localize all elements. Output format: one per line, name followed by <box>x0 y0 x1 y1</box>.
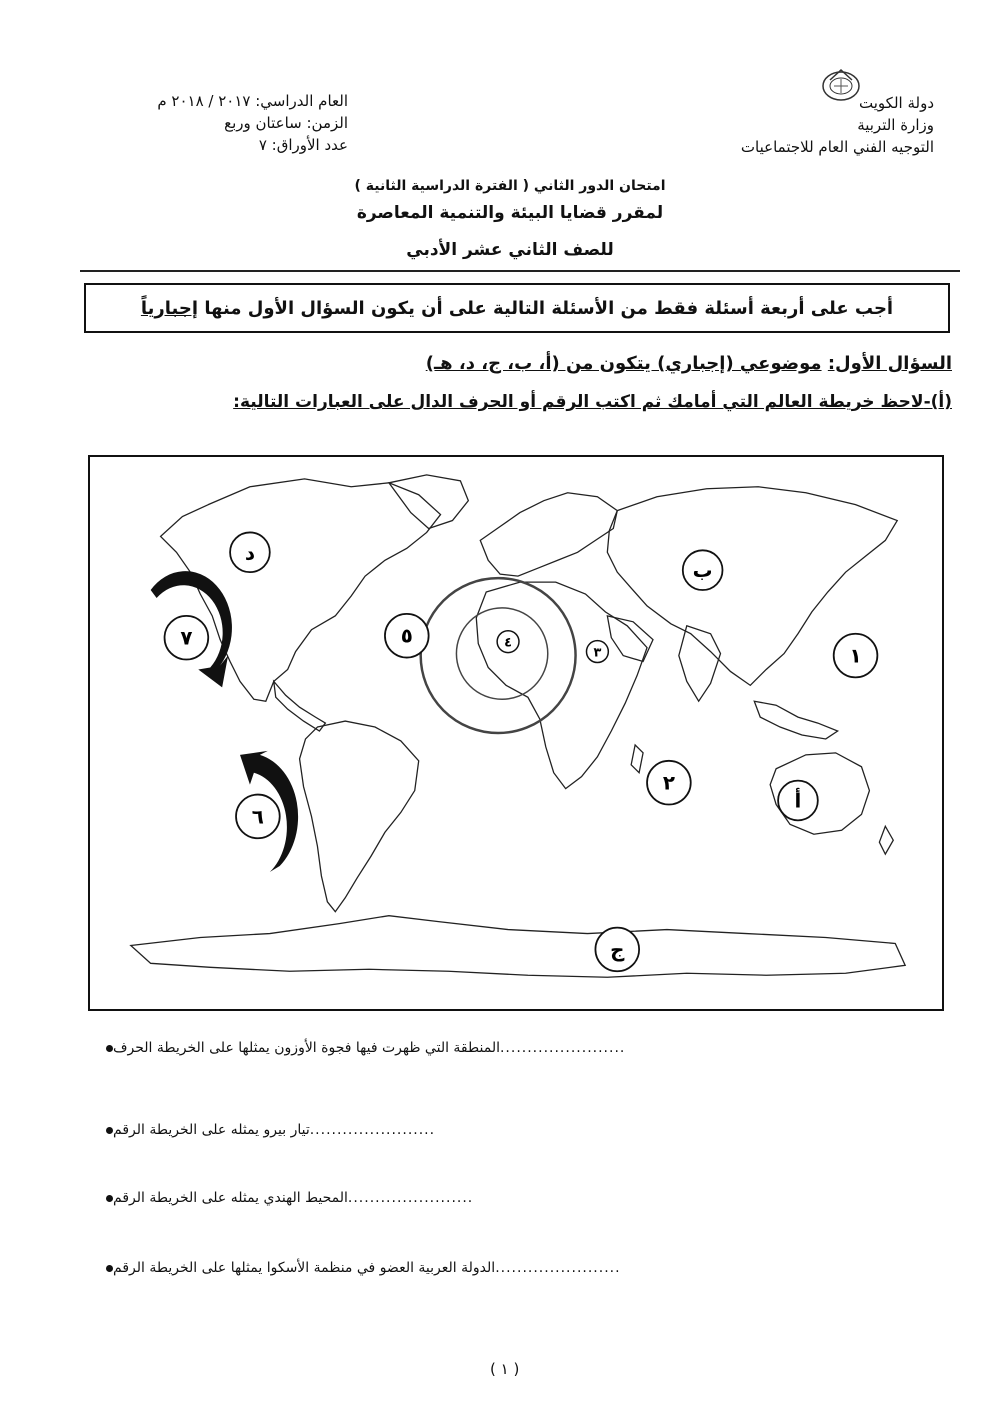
answer-blank[interactable]: ....................... <box>309 1122 436 1138</box>
grade-title: للصف الثاني عشر الأدبي <box>406 240 614 260</box>
question-1-description: موضوعي (إجباري) يتكون من (أ، ب، ج، د، هـ) <box>425 353 822 374</box>
marker-alef-label: أ <box>794 789 802 813</box>
answer-blank[interactable]: ....................... <box>495 1260 621 1276</box>
bullet-icon <box>106 1195 113 1202</box>
central-america-outline <box>274 681 326 731</box>
marker-5 <box>385 614 429 658</box>
marker-4 <box>497 631 519 653</box>
page-count: عدد الأوراق: ٧ <box>258 136 348 154</box>
marker-5-label: ٥ <box>400 624 413 648</box>
india-outline <box>679 626 721 701</box>
answer-item-1 <box>92 1040 912 1056</box>
answer-blank[interactable]: ....................... <box>347 1190 474 1206</box>
marker-2-label: ٢ <box>662 771 675 795</box>
part-a-heading <box>233 392 952 412</box>
marker-alef <box>778 781 818 821</box>
marker-4-label: ٤ <box>504 635 512 651</box>
instructions-box <box>84 283 950 333</box>
marker-6-label: ٦ <box>251 805 264 829</box>
header-ministry: وزارة التربية <box>857 116 934 134</box>
marker-7-label: ٧ <box>180 626 193 650</box>
map-markers <box>165 532 878 971</box>
course-title: لمقرر قضايا البيئة والتنمية المعاصرة <box>356 203 664 223</box>
question-1-label: السؤال الأول: <box>827 353 952 374</box>
answer-item-text: الدولة العربية العضو في منظمة الأسكوا يمثلها على الخريطة الرقم <box>113 1260 496 1276</box>
marker-dal <box>230 532 270 572</box>
marker-1 <box>834 634 878 678</box>
bullet-icon <box>106 1265 113 1272</box>
answer-item-2 <box>92 1122 912 1138</box>
answer-item-text: المحيط الهندي يمثله على الخريطة الرقم <box>113 1190 348 1206</box>
instructions-text: أجب على أربعة أسئلة فقط من الأسئلة التالية على أن يكون السؤال الأول منها <box>204 297 894 319</box>
answer-item-text: المنطقة التي ظهرت فيها فجوة الأوزون يمثلها على الخريطة الحرف <box>113 1040 500 1056</box>
marker-1-label: ١ <box>849 644 862 668</box>
marker-2 <box>647 761 691 805</box>
instructions-emphasis: إجبارياً <box>140 297 199 319</box>
world-map <box>88 455 944 1011</box>
answer-blank[interactable]: ....................... <box>499 1040 626 1056</box>
marker-6 <box>236 795 280 839</box>
marker-dal-label: د <box>244 541 256 565</box>
answer-item-text: تيار بيرو يمثله على الخريطة الرقم <box>113 1122 310 1138</box>
part-a-text: لاحظ خريطة العالم التي أمامك ثم اكتب الرقم أو الحرف الدال على العبارات التالية: <box>233 392 924 412</box>
header-country: دولة الكويت <box>859 94 934 112</box>
marker-jeem <box>595 928 639 972</box>
greenland-outline <box>389 475 468 529</box>
page-number: ( ١ ) <box>490 1360 520 1378</box>
arabia-outline <box>607 616 653 662</box>
southeast-asia-islands-outline <box>754 701 837 739</box>
marker-ba-label: ب <box>692 559 713 583</box>
antarctica-outline <box>131 916 905 978</box>
marker-ba <box>683 550 723 590</box>
academic-year: العام الدراسي: ٢٠١٧ / ٢٠١٨ م <box>157 92 348 110</box>
madagascar-outline <box>631 745 643 773</box>
bullet-icon <box>106 1127 113 1134</box>
bullet-icon <box>106 1045 113 1052</box>
new-zealand-outline <box>879 826 893 854</box>
exam-title: امتحان الدور الثاني ( الفترة الدراسية الثانية ) <box>354 178 666 194</box>
marker-jeem-label: ج <box>610 938 625 962</box>
kuwait-emblem-icon <box>820 66 862 102</box>
south-america-outline <box>300 721 419 912</box>
exam-duration: الزمن: ساعتان وربع <box>224 114 348 132</box>
marker-3 <box>586 641 608 663</box>
marker-3-label: ٣ <box>593 645 602 661</box>
europe-outline <box>480 493 617 576</box>
question-1-heading <box>426 353 952 374</box>
marker-7 <box>165 616 209 660</box>
answer-item-3 <box>92 1190 912 1206</box>
header-exam-info <box>88 90 348 156</box>
school-stamp <box>421 578 576 733</box>
header-department: التوجيه الفني العام للاجتماعيات <box>740 138 934 156</box>
part-a-label: (أ)- <box>923 392 952 412</box>
answer-items <box>92 1040 912 1290</box>
header-divider <box>80 270 960 272</box>
answer-item-4 <box>92 1260 912 1276</box>
